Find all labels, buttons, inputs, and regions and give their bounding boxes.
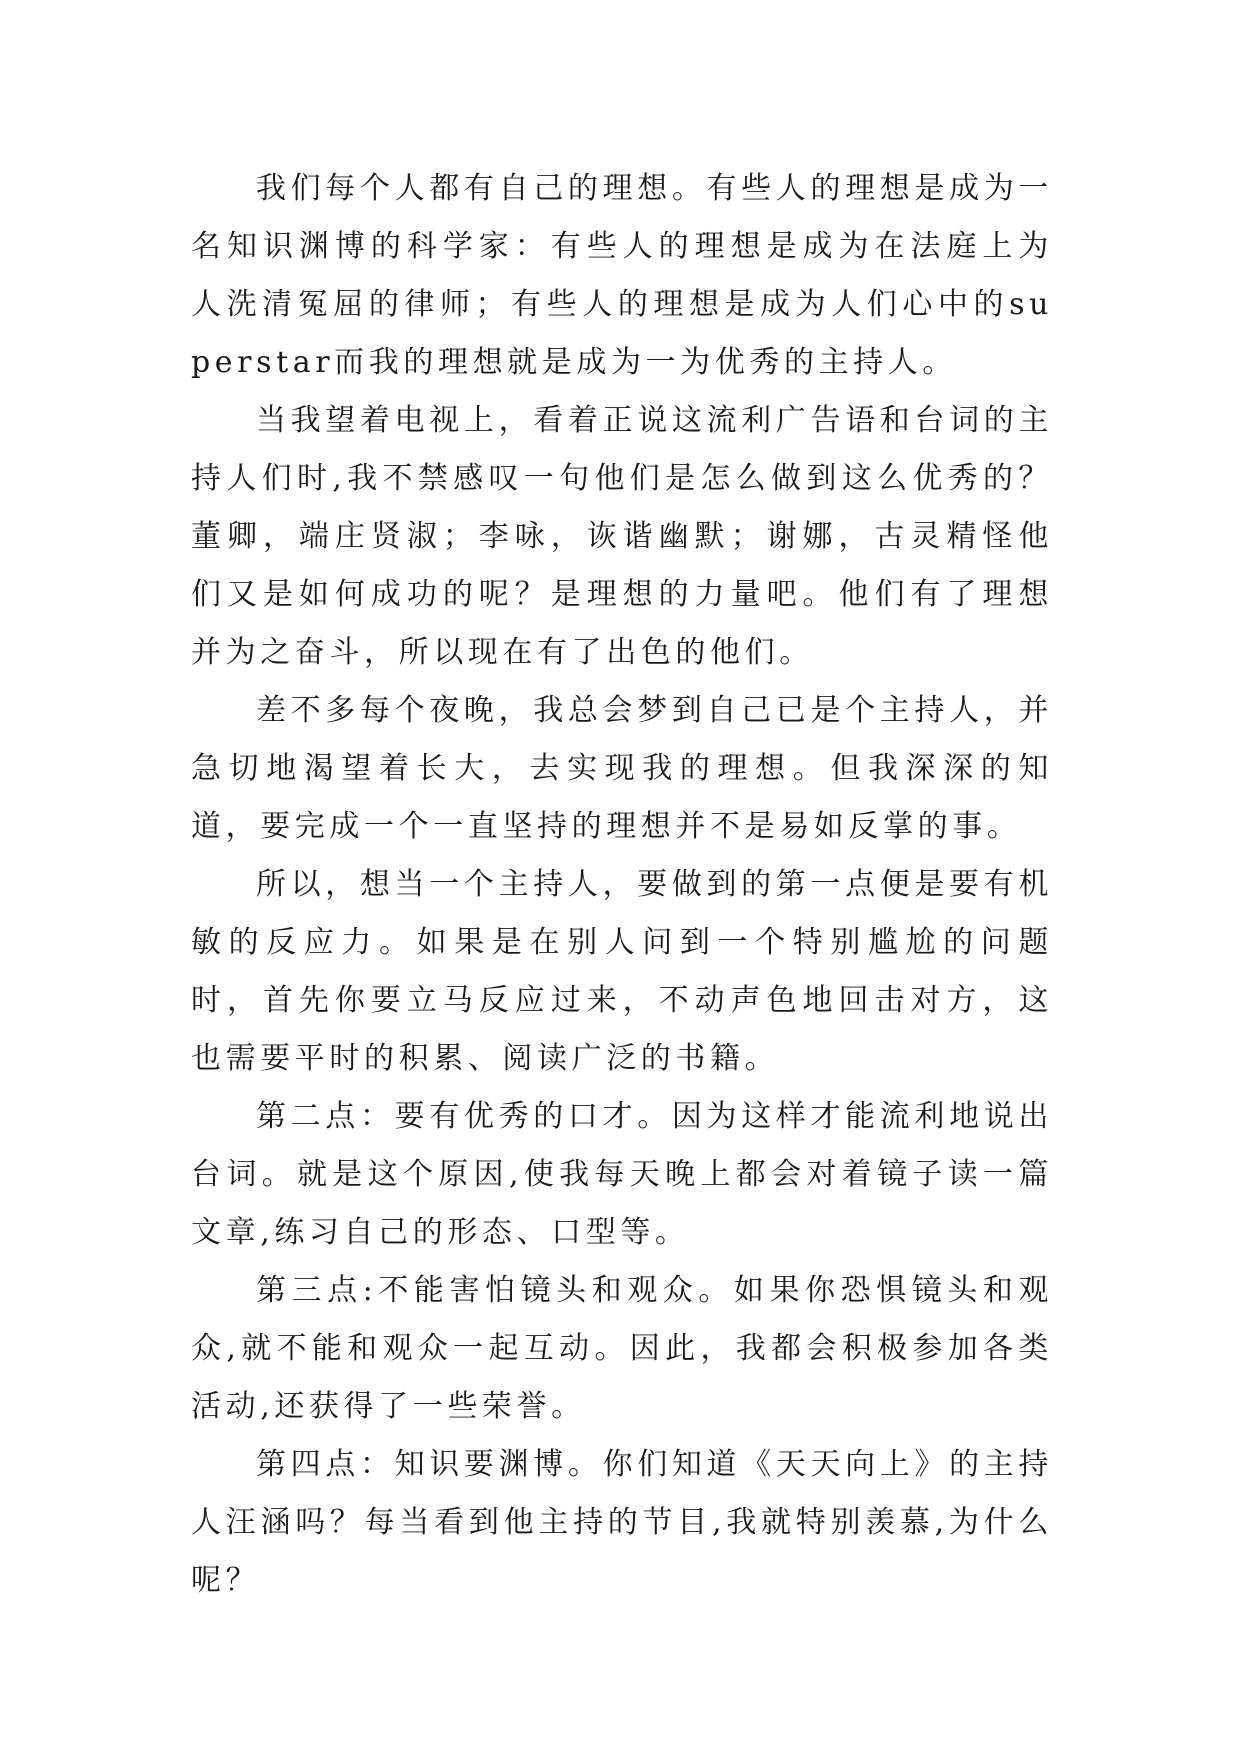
paragraph-2: 当我望着电视上，看着正说这流利广告语和台词的主持人们时,我不禁感叹一句他们是怎么做到这么优秀的？董卿，端庄贤淑；李咏，诙谐幽默；谢娜，古灵精怪他们又是如何成功的呢？是理想的力量吧。他们有了理想并为之奋斗，所以现在有了出色的他们。 xyxy=(191,403,1053,670)
paragraph-7: 第四点：知识要渊博。你们知道《天天向上》的主持人汪涵吗？每当看到他主持的节目,我就特别羡慕,为什么呢？ xyxy=(191,1447,1053,1598)
paragraph-3: 差不多每个夜晚，我总会梦到自己已是个主持人，并急切地渴望着长大，去实现我的理想。但我深深的知道，要完成一个一直坚持的理想并不是易如反掌的事。 xyxy=(191,693,1053,844)
paragraph-6: 第三点:不能害怕镜头和观众。如果你恐惧镜头和观众,就不能和观众一起互动。因此，我都会积极参加各类活动,还获得了一些荣誉。 xyxy=(191,1273,1053,1424)
document-body xyxy=(191,160,1053,1610)
paragraph-4: 所以，想当一个主持人，要做到的第一点便是要有机敏的反应力。如果是在别人问到一个特别尴尬的问题时，首先你要立马反应过来，不动声色地回击对方，这也需要平时的积累、阅读广泛的书籍。 xyxy=(191,867,1053,1076)
paragraph-1: 我们每个人都有自己的理想。有些人的理想是成为一名知识渊博的科学家：有些人的理想是成为在法庭上为人洗清冤屈的律师；有些人的理想是成为人们心中的superstar而我的理想就是成为一为优秀的主持人。 xyxy=(191,171,1053,380)
paragraph-5: 第二点：要有优秀的口才。因为这样才能流利地说出台词。就是这个原因,使我每天晚上都会对着镜子读一篇文章,练习自己的形态、口型等。 xyxy=(191,1099,1053,1250)
